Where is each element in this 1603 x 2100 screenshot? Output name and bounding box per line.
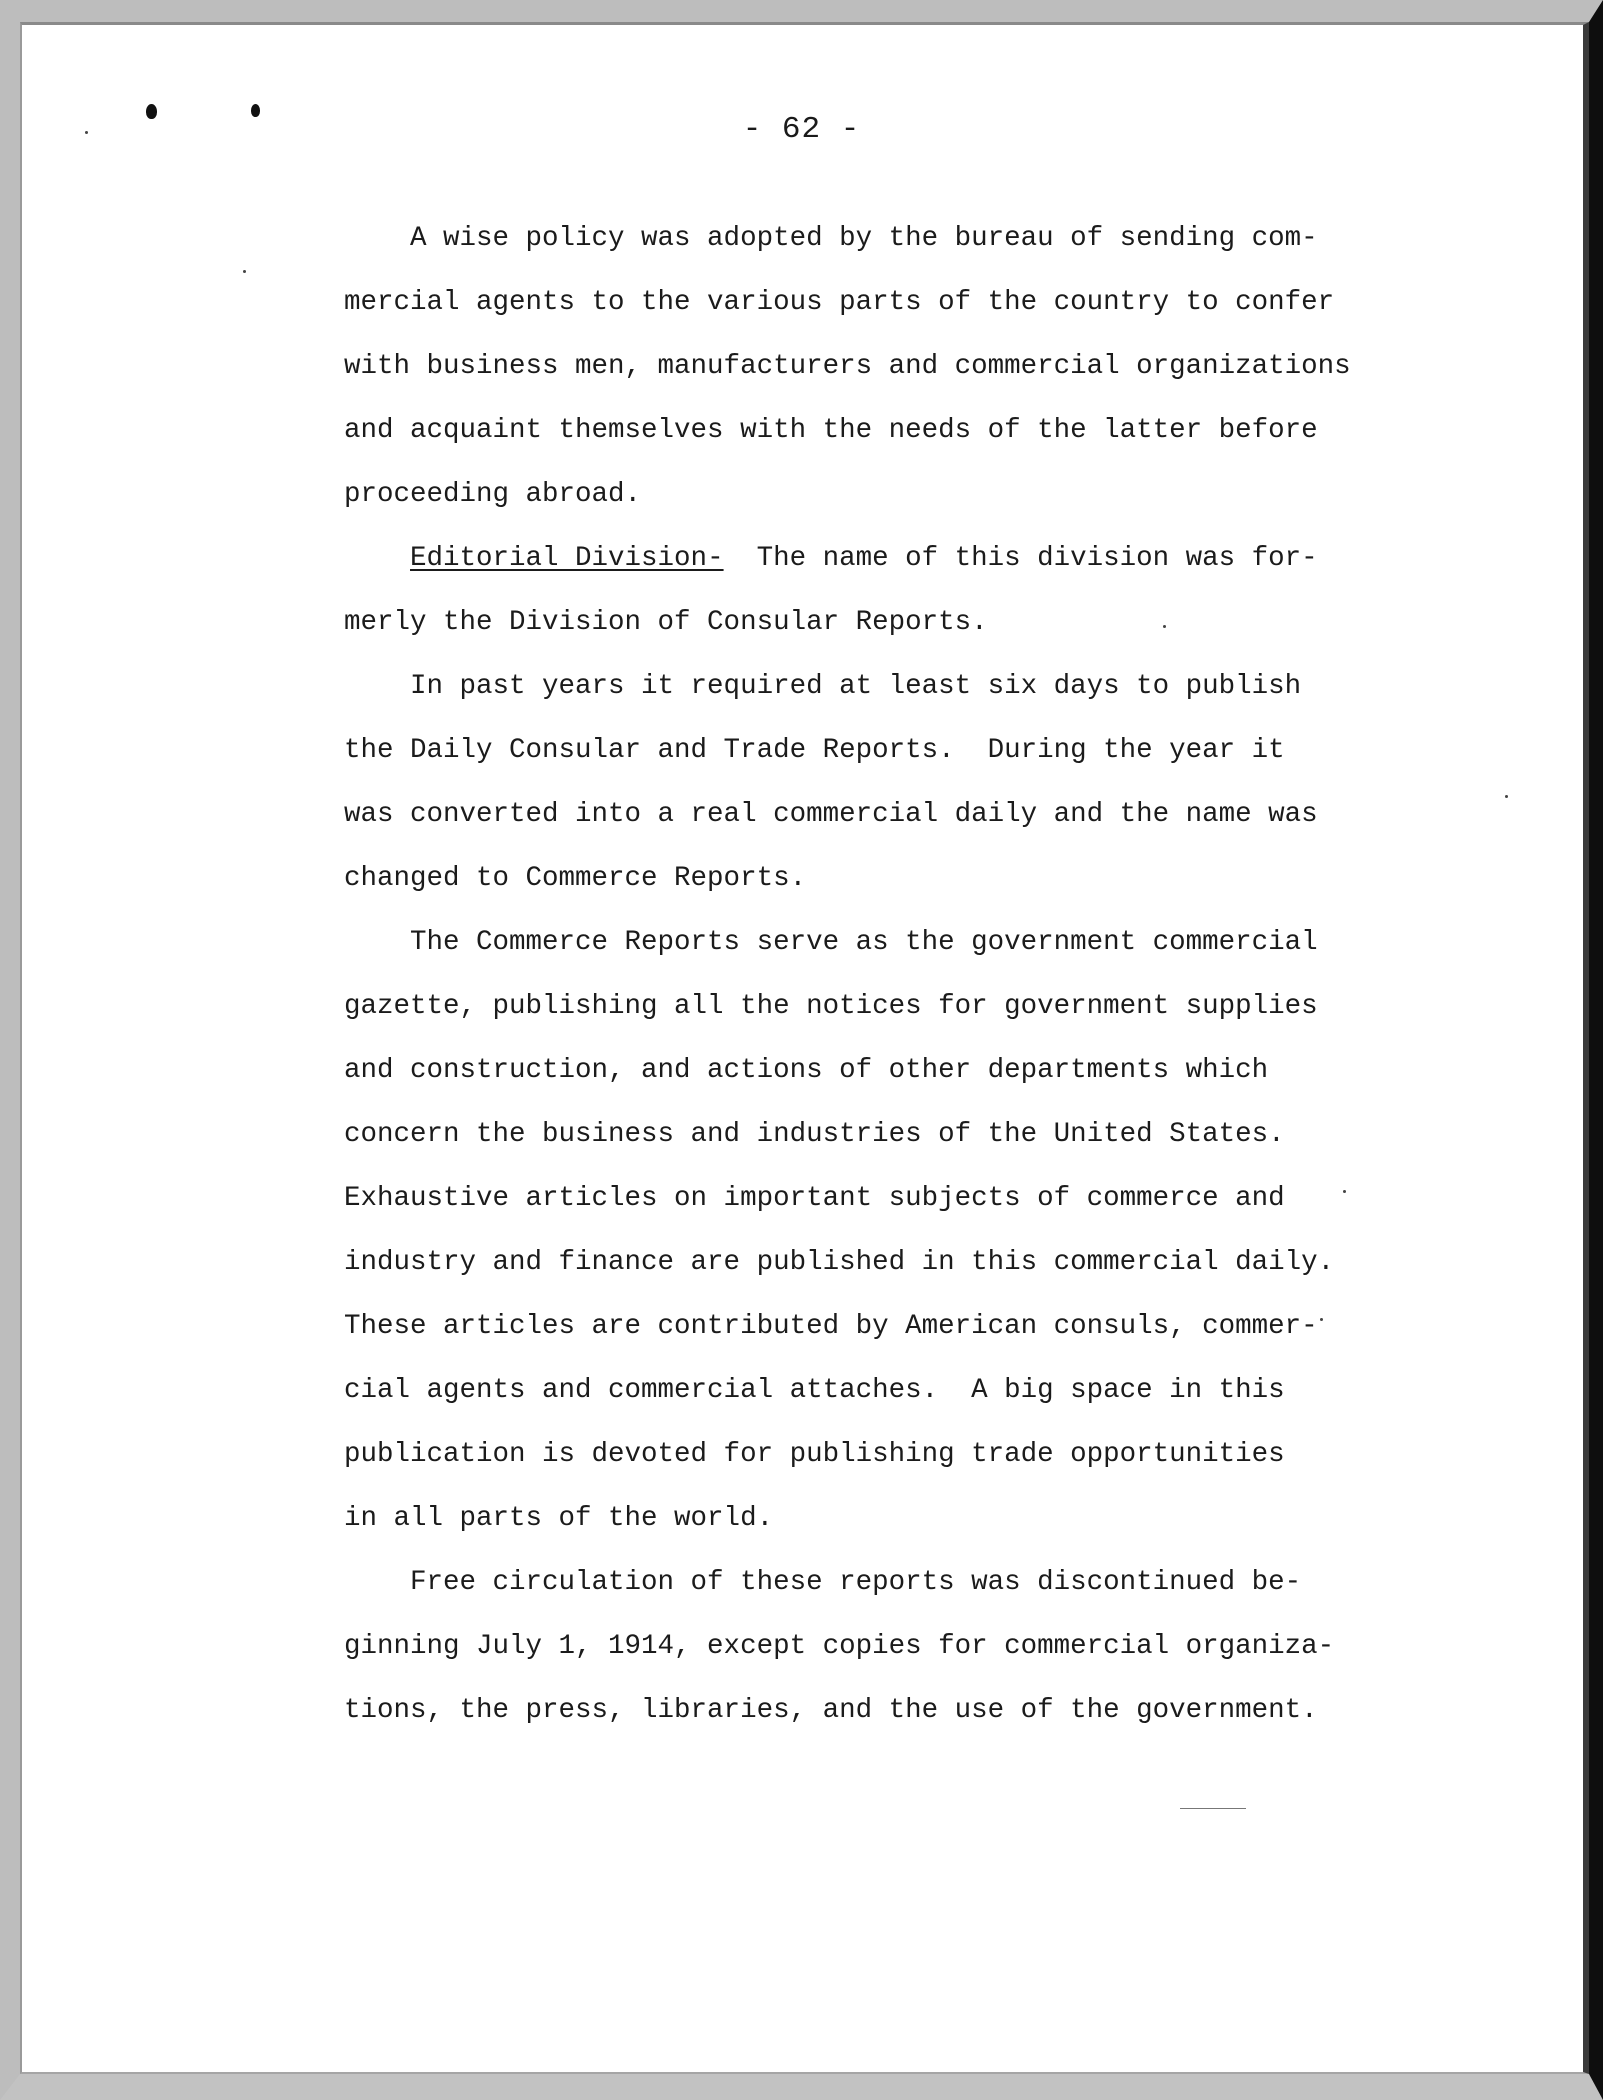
text-line: cial agents and commercial attaches. A big space in this: [344, 1375, 1285, 1406]
text-line: merly the Division of Consular Reports.: [344, 607, 988, 638]
text-line: in all parts of the world.: [344, 1503, 774, 1534]
text-line: and acquaint themselves with the needs of the latter before: [344, 415, 1318, 446]
text-line: publication is devoted for publishing trade opportunities: [344, 1439, 1285, 1470]
paragraph-editorial-division: [344, 527, 1344, 655]
text-line: with business men, manufacturers and commercial organizations: [344, 351, 1351, 382]
paragraph-commerce-reports: [344, 911, 1344, 1551]
text-line: was converted into a real commercial daily and the name was: [344, 799, 1318, 830]
text-line: [344, 527, 1344, 591]
document-body: [344, 207, 1351, 1743]
text-line: These articles are contributed by American consuls, commer-: [344, 1311, 1318, 1342]
speck: [243, 270, 246, 273]
text-line: industry and finance are published in this commercial daily.: [344, 1247, 1335, 1278]
text-line: proceeding abroad.: [344, 479, 642, 510]
text-run: The name of this division was for-: [723, 543, 1318, 574]
speck: [1505, 795, 1508, 798]
pencil-mark: [1180, 1808, 1246, 1809]
paragraph-past-years: [344, 655, 1344, 911]
section-heading: Editorial Division-: [410, 543, 724, 574]
paragraph-agents: [344, 207, 1351, 527]
text-line: gazette, publishing all the notices for government supplies: [344, 991, 1318, 1022]
text-line: ginning July 1, 1914, except copies for commercial organiza-: [344, 1631, 1335, 1662]
page-number: - 62 -: [742, 112, 861, 147]
paragraph-free-circulation: [344, 1551, 1344, 1743]
text-line: the Daily Consular and Trade Reports. During the year it: [344, 735, 1285, 766]
text-line: mercial agents to the various parts of the country to confer: [344, 287, 1335, 318]
text-line: changed to Commerce Reports.: [344, 863, 807, 894]
text-line: Free circulation of these reports was discontinued be-: [344, 1567, 1302, 1598]
text-line: In past years it required at least six days to publish: [344, 671, 1302, 702]
text-line: A wise policy was adopted by the bureau of sending com-: [344, 223, 1318, 254]
text-line: concern the business and industries of the United States.: [344, 1119, 1285, 1150]
text-line: tions, the press, libraries, and the use of the government.: [344, 1695, 1318, 1726]
text-line: and construction, and actions of other departments which: [344, 1055, 1269, 1086]
text-line: The Commerce Reports serve as the government commercial: [344, 927, 1318, 958]
text-line: Exhaustive articles on important subjects of commerce and: [344, 1183, 1285, 1214]
